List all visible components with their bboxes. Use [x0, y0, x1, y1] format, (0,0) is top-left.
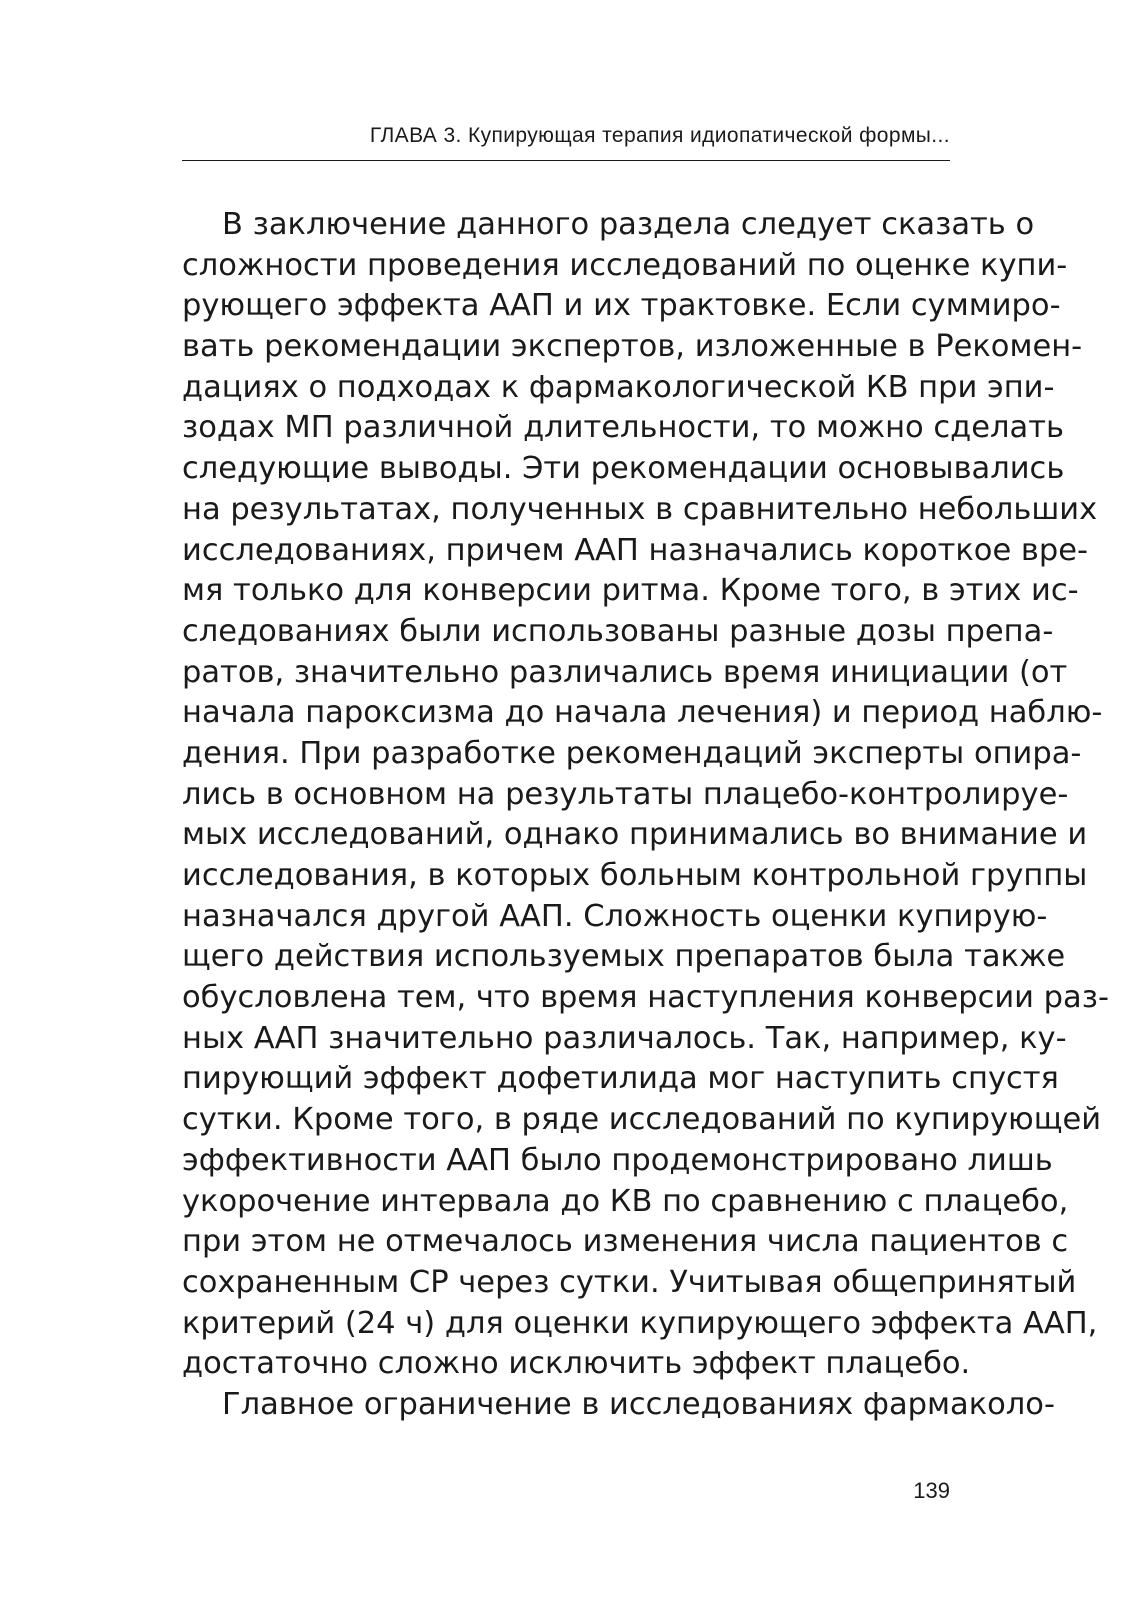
text-line: дациях о подходах к фармакологической КВ при эпи-: [182, 369, 1055, 405]
text-line: рующего эффекта ААП и их трактовке. Если суммиро-: [182, 288, 1061, 324]
text-line: достаточно сложно исключить эффект плацебо.: [182, 1346, 971, 1382]
text-line: сутки. Кроме того, в ряде исследований по купирующей: [182, 1102, 1102, 1138]
text-line: начала пароксизма до начала лечения) и период наблю-: [182, 695, 1103, 731]
text-line: вать рекомендации экспертов, изложенные в Рекомен-: [182, 329, 1083, 365]
text-line: сложности проведения исследований по оценке купи-: [182, 247, 1068, 283]
running-header: [182, 120, 950, 161]
text-line: пирующий эффект дофетилида мог наступить спустя: [182, 1061, 1059, 1097]
text-line: обусловлена тем, что время наступления конверсии раз-: [182, 980, 1109, 1016]
text-line: укорочение интервала до КВ по сравнению с плацебо,: [182, 1183, 1069, 1219]
text-line: сохраненным СР через сутки. Учитывая общепринятый: [182, 1264, 1077, 1300]
text-line: следующие выводы. Эти рекомендации основывались: [182, 451, 1065, 487]
text-line: Главное ограничение в исследованиях фармаколо-: [222, 1386, 1055, 1422]
text-line: ратов, значительно различались время инициации (от: [182, 654, 1068, 690]
text-line: следованиях были использованы разные дозы препа-: [182, 613, 1054, 649]
text-line: ных ААП значительно различалось. Так, например, ку-: [182, 1020, 1067, 1056]
text-line: В заключение данного раздела следует сказать о: [222, 207, 1035, 242]
text-line: критерий (24 ч) для оценки купирующего эффекта ААП,: [182, 1305, 1098, 1341]
text-line: эффективности ААП было продемонстрировано лишь: [182, 1142, 1053, 1178]
text-line: щего действия используемых препаратов была также: [182, 939, 1066, 975]
text-line: исследования, в которых больным контрольной группы: [182, 858, 1088, 893]
text-line: исследованиях, причем ААП назначались короткое вре-: [182, 532, 1089, 568]
text-line: мых исследований, однако принимались во внимание и: [182, 817, 1088, 853]
text-line: дения. При разработке рекомендаций эксперты опира-: [182, 735, 1082, 771]
text-line: мя только для конверсии ритма. Кроме того, в этих ис-: [182, 573, 1079, 609]
page-number: 139: [913, 1478, 950, 1503]
text-line: зодах МП различной длительности, то можно сделать: [182, 410, 1064, 446]
text-line: назначался другой ААП. Сложность оценки купирую-: [182, 898, 1048, 934]
text-line: при этом не отмечалось изменения числа пациентов с: [182, 1224, 1069, 1260]
text-line: на результатах, полученных в сравнительно небольших: [182, 491, 1098, 527]
body-text: [182, 205, 1109, 1426]
text-line: лись в основном на результаты плацебо-контролируе-: [182, 776, 1069, 812]
chapter-title: ГЛАВА 3. Купирующая терапия идиопатической формы...: [369, 124, 950, 147]
